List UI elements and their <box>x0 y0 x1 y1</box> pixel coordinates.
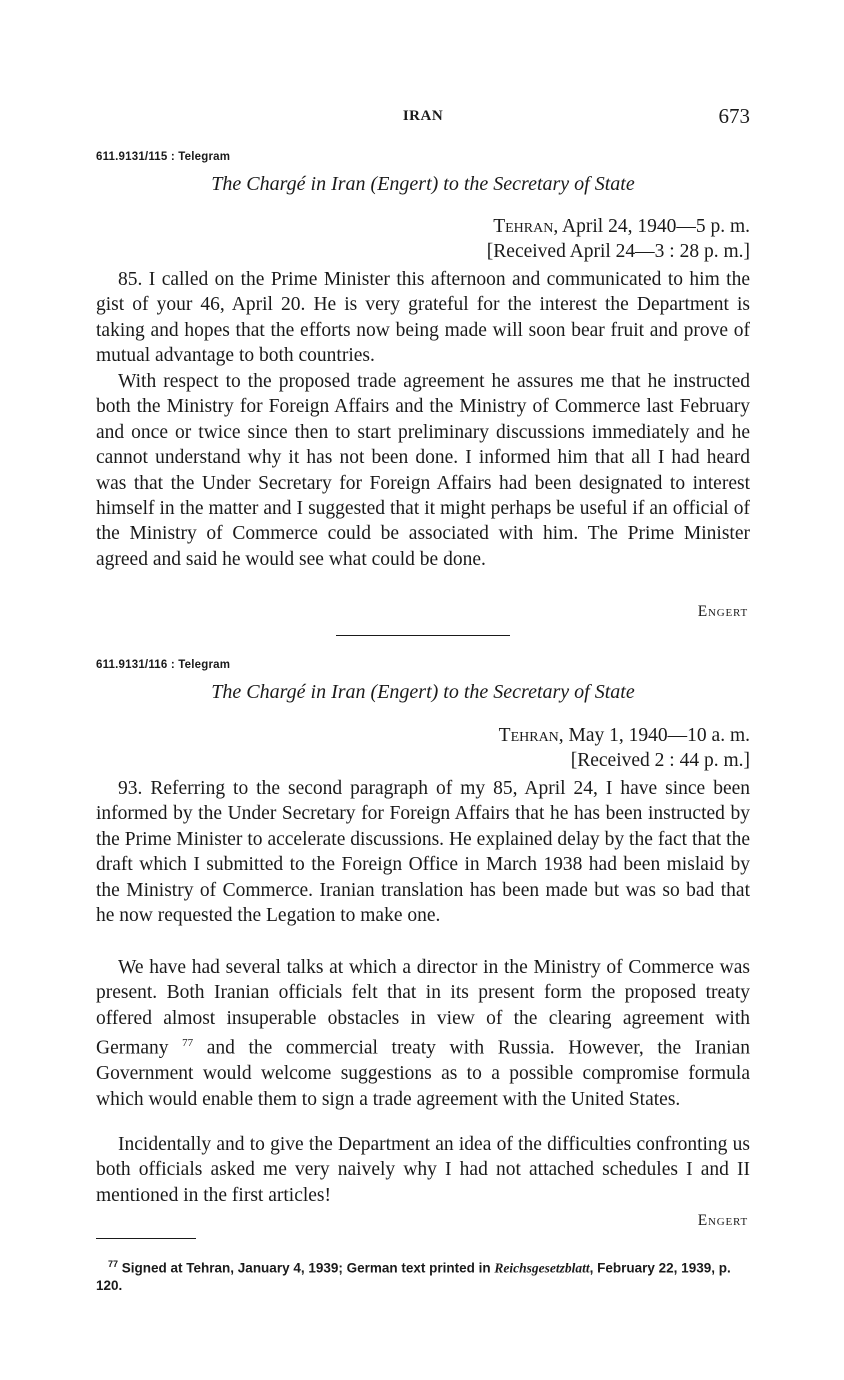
running-head <box>96 104 750 130</box>
paragraph-2-3: Incidentally and to give the Department an idea of the difficulties confronting us both officials asked me very naively why I had not attached schedules I and II mentioned in the first articles! <box>96 1134 750 1206</box>
received-note-1: [Received April 24—3 : 28 p. m.] <box>486 241 750 262</box>
dateline-1 <box>487 214 750 264</box>
received-note-2: [Received 2 : 44 p. m.] <box>570 750 750 771</box>
dateline-2 <box>499 723 750 773</box>
paragraph-1-1: 85. I called on the Prime Minister this afternoon and communicated to him the gist of your 46, April 20. He is very grateful for the interest the Department is taking and hopes that the efforts now being made will soon bear fruit and prove of mutual advantage to both countries. <box>96 269 750 367</box>
paragraph-2-2 <box>96 955 750 1112</box>
footnote-text-after: , February 22, 1939, p. 120. <box>96 1260 731 1293</box>
document-title-2: The Chargé in Iran (Engert) to the Secretary of State <box>211 681 635 703</box>
page-number: 673 <box>718 104 750 128</box>
dateline-place-date-2 <box>499 723 750 748</box>
footnote-reference: 77 <box>182 1037 194 1050</box>
dateline-place-2: Tehran <box>498 725 559 746</box>
document-title-1: The Chargé in Iran (Engert) to the Secretary of State <box>211 173 635 195</box>
footnote-text-before: Signed at Tehran, January 4, 1939; German text printed in <box>121 1260 495 1276</box>
file-reference-1: 611.9131/115 : Telegram <box>96 151 231 163</box>
running-title: IRAN <box>402 108 444 124</box>
footnote <box>96 1256 750 1294</box>
footnote-marker: 77 <box>108 1259 119 1269</box>
dateline-place-date-1 <box>487 214 750 239</box>
signature-1: Engert <box>697 603 748 620</box>
paragraph-2-2-rest: and the commercial treaty with Russia. However, the Iranian Government would welcome suggestions as to a possible compromise formula which would enable them to sign a trade agreement with the United States. <box>96 1037 751 1110</box>
paragraph-2-2-lead: We have had several talks at which a director in the Ministry of Commerce was present. Both Iranian officials felt that in its present form the proposed treaty offered almost insuperable obstacles in view of the clearing agreement with Germany <box>96 957 750 1059</box>
signature-2: Engert <box>697 1212 748 1229</box>
file-reference-2: 611.9131/116 : Telegram <box>96 659 231 671</box>
dateline-time-1: , April 24, 1940—5 p. m. <box>553 216 750 237</box>
footnote-publication: Reichsgesetzblatt <box>494 1260 590 1276</box>
section-divider <box>336 635 510 636</box>
dateline-place-1: Tehran <box>493 216 554 237</box>
paragraph-2-1: 93. Referring to the second paragraph of my 85, April 24, I have since been informed by the Under Secretary for Foreign Affairs that he has been instructed by the Prime Minister to accelerate discussions. He explained delay by the fact that the draft which I submitted to the Foreign Office in March 1938 had been mislaid by the Ministry of Commerce. Iranian translation has been made but was so bad that he now requested the Legation to make one. <box>96 778 750 927</box>
footnote-divider <box>96 1238 196 1239</box>
dateline-time-2: , May 1, 1940—10 a. m. <box>558 725 750 746</box>
paragraph-1-2: With respect to the proposed trade agreement he assures me that he instructed both the Ministry for Foreign Affairs and the Ministry of Commerce last February and once or twice since then to start preliminary discussions immediately and he cannot understand why it has not been done. I informed him that all I had heard was that the Under Secretary for Foreign Affairs had been designated to interest himself in the matter and I suggested that it might perhaps be useful if an official of the Ministry of Commerce could be associated with him. The Prime Minister agreed and said he would see what could be done. <box>96 371 750 570</box>
